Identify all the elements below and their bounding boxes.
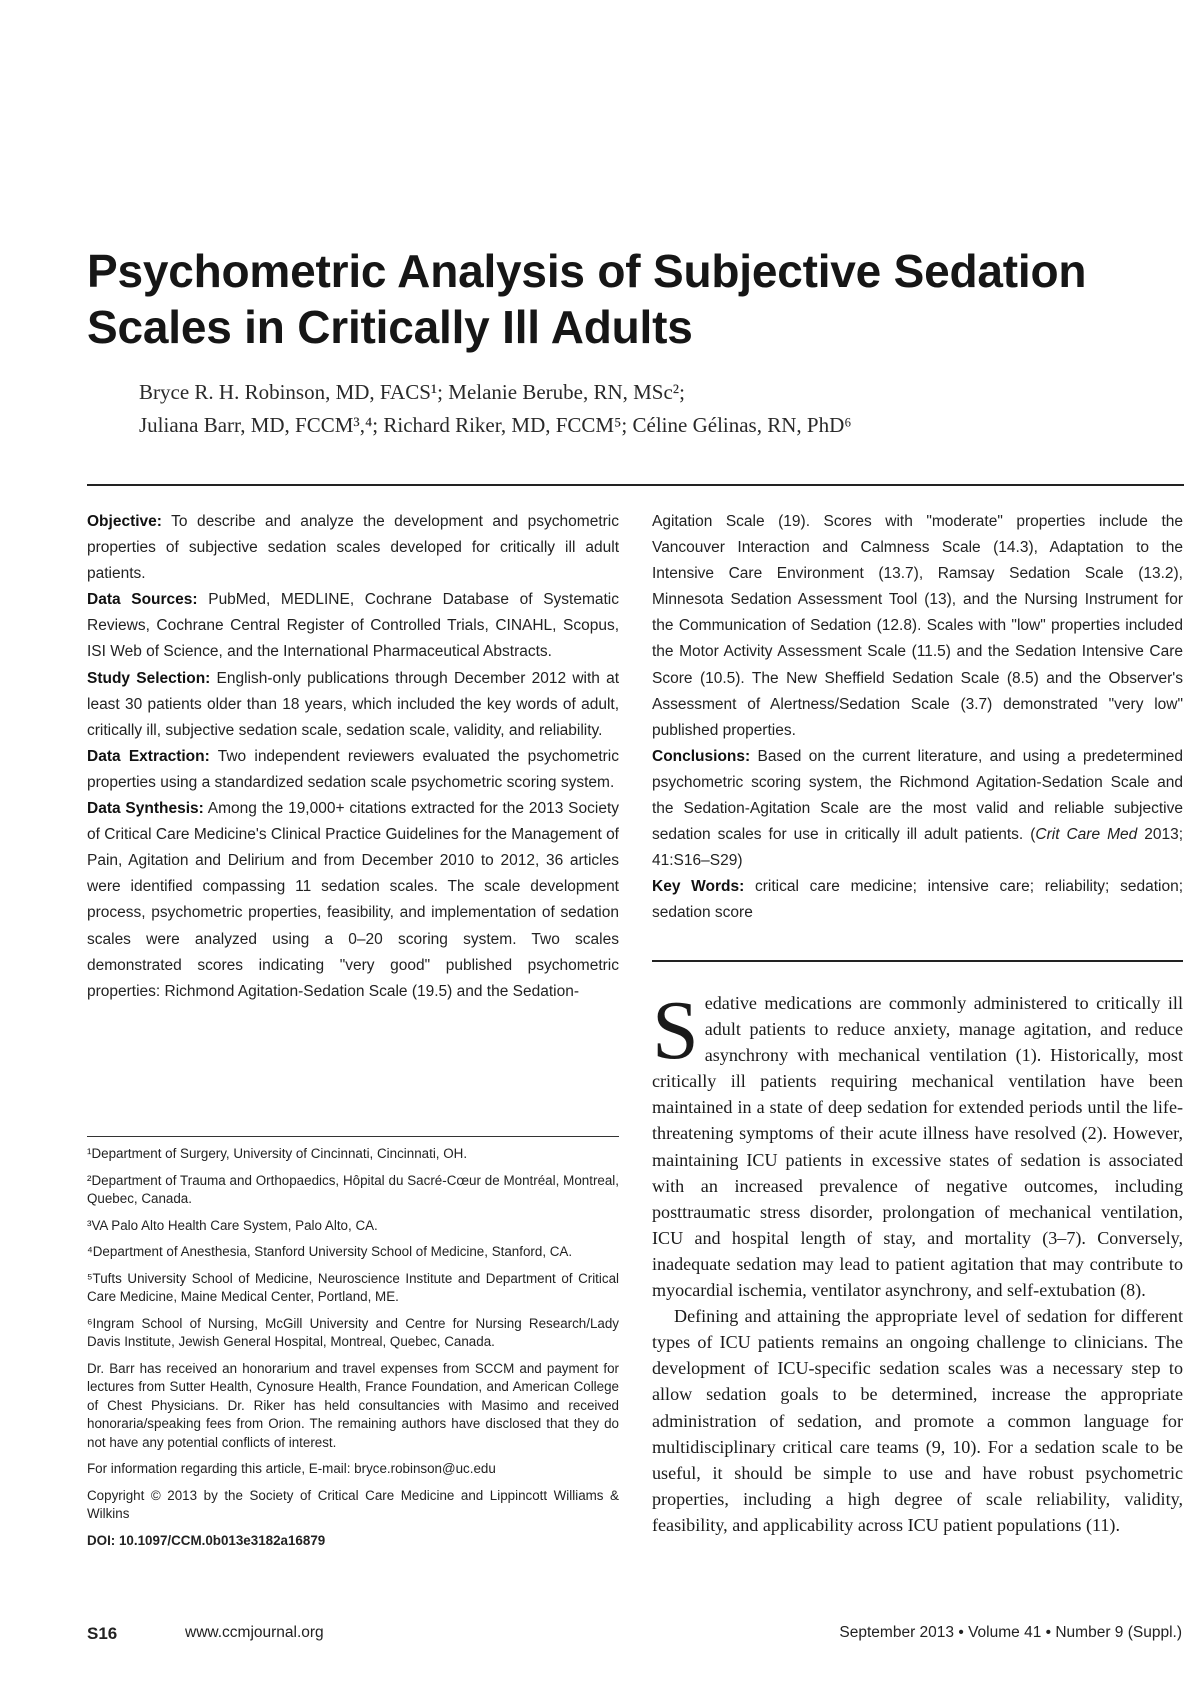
contact-note: For information regarding this article, E-mail: bryce.robinson@uc.edu	[87, 1461, 496, 1476]
data-synthesis-text: Among the 19,000+ citations extracted for the 2013 Society of Critical Care Medicine's Clinical Practice Guidelines for the Management of Pain, Agitation and Delirium and from December 2010 to 2012, 36 articles were identified compassing 11 sedation scales. The scale development process, psychometric properties, feasibility, and implementation of sedation scales were analyzed using a 0–20 scoring system. Two scales demonstrated scores indicating "very good" published psychometric properties: Richmond Agitation-Sedation Scale (19.5) and the Sedation-	[87, 800, 619, 1000]
citation-text: 2013; 41:S16–S29)	[652, 826, 1184, 870]
doi: DOI: 10.1097/CCM.0b013e3182a16879	[87, 1532, 326, 1548]
abstract-right-column	[652, 509, 1183, 927]
footnote-rule	[87, 1136, 619, 1137]
objective-label: Objective:	[87, 513, 162, 530]
footnotes	[87, 1145, 619, 1558]
data-synthesis-label: Data Synthesis:	[87, 800, 204, 818]
conclusions-label: Conclusions:	[652, 747, 751, 765]
abstract-objective	[87, 509, 619, 587]
journal-name: Crit Care Med	[1035, 826, 1138, 844]
key-words-text: critical care medicine; intensive care; reliability; sedation; sedation score	[652, 878, 1184, 922]
authors-line-2: Juliana Barr, MD, FCCM³,⁴; Richard Riker, MD, FCCM⁵; Céline Gélinas, RN, PhD⁶	[139, 413, 852, 437]
affiliation-6: ⁶Ingram School of Nursing, McGill University and Centre for Nursing Research/Lady Davis Institute, Jewish General Hospital, Montreal, Quebec, Canada.	[87, 1315, 619, 1349]
article-title	[87, 243, 1147, 355]
issue-info: September 2013 • Volume 41 • Number 9 (Suppl.)	[839, 1624, 1182, 1641]
body-paragraph-1-text: edative medications are commonly administered to critically ill adult patients to reduce anxiety, manage agitation, and reduce asynchrony with mechanical ventilation (1). Historically, most critically ill patients requiring mechanical ventilation have been maintained in a state of deep sedation for extended periods until the life-threatening symptoms of their acute illness have resolved (2). However, maintaining ICU patients in excessive states of sedation is associated with an increased prevalence of negative outcomes, including posttraumatic stress disorder, prolongation of mechanical ventilation, ICU and hospital length of stay, and mortality (3–7). Conversely, inadequate sedation may lead to patient agitation that may contribute to myocardial ischemia, ventilator asynchrony, and self-extubation (8).	[652, 993, 1183, 1301]
study-selection-label: Study Selection:	[87, 669, 211, 687]
data-extraction-text: Two independent reviewers evaluated the psychometric properties using a standardized sedation scale psychometric scoring system.	[87, 747, 619, 791]
abstract-end-rule	[652, 960, 1183, 962]
copyright-note: Copyright © 2013 by the Society of Critical Care Medicine and Lippincott Williams & Wilkins	[87, 1487, 619, 1521]
author-list	[139, 376, 1139, 442]
title-line-1: Psychometric Analysis of Subjective Sedation	[87, 245, 1087, 297]
header-rule	[87, 484, 1184, 486]
affiliation-4: ⁴Department of Anesthesia, Stanford University School of Medicine, Stanford, CA.	[87, 1244, 573, 1259]
objective-text: To describe and analyze the development and psychometric properties of subjective sedation scales developed for critically ill adult patients.	[87, 513, 619, 583]
abstract-key-words	[652, 874, 1183, 926]
data-sources-text: PubMed, MEDLINE, Cochrane Database of Systematic Reviews, Cochrane Central Register of Controlled Trials, CINAHL, Scopus, ISI Web of Science, and the International Pharmaceutical Abstracts.	[87, 591, 619, 661]
abstract-data-synthesis	[87, 796, 619, 1005]
data-sources-label: Data Sources:	[87, 591, 198, 609]
abstract-data-sources	[87, 587, 619, 665]
title-line-2: Scales in Critically Ill Adults	[87, 301, 693, 353]
page-number: S16	[87, 1624, 118, 1643]
key-words-label: Key Words:	[652, 878, 745, 896]
abstract-left-column	[87, 509, 619, 1005]
study-selection-text: English-only publications through December 2012 with at least 30 patients older than 18 years, which included the key words of adult, critically ill, subjective sedation scale, sedation scale, validity, and reliability.	[87, 669, 619, 739]
abstract-data-extraction	[87, 744, 619, 796]
abstract-data-synthesis-continued: Agitation Scale (19). Scores with "moderate" properties include the Vancouver Interaction and Calmness Scale (14.3), Adaptation to the Intensive Care Environment (13.7), Ramsay Sedation Scale (13.2), Minnesota Sedation Assessment Tool (13), and the Nursing Instrument for the Communication of Sedation (12.8). Scales with "low" properties included the Motor Activity Assessment Scale (11.5) and the Sedation Intensive Care Score (10.5). The New Sheffield Sedation Scale (8.5) and the Observer's Assessment of Alertness/Sedation Scale (3.7) demonstrated "very low" published properties.	[652, 513, 1183, 739]
affiliation-3: ³VA Palo Alto Health Care System, Palo Alto, CA.	[87, 1217, 378, 1233]
body-paragraph-2: Defining and attaining the appropriate level of sedation for different types of ICU patients remains an ongoing challenge to clinicians. The development of ICU-specific sedation scales was a necessary step to allow sedation goals to be determined, increase the appropriate administration of sedation, and promote a common language for multidisciplinary critical care teams (9, 10). For a sedation scale to be useful, it should be simple to use and have robust psychometric properties, including a high degree of scale reliability, validity, feasibility, and applicability across ICU patient populations (11).	[652, 1306, 1183, 1535]
authors-line-1: Bryce R. H. Robinson, MD, FACS¹; Melanie Berube, RN, MSc²;	[139, 380, 685, 404]
journal-url: www.ccmjournal.org	[185, 1624, 324, 1641]
body-text	[652, 984, 1183, 1538]
affiliation-2: ²Department of Trauma and Orthopaedics, Hôpital du Sacré-Cœur de Montréal, Montreal, Quebec, Canada.	[87, 1172, 619, 1206]
drop-cap: S	[652, 984, 699, 1077]
conclusions-text: Based on the current literature, and using a predetermined psychometric scoring system, the Richmond Agitation-Sedation Scale and the Sedation-Agitation Scale are the most valid and reliable subjective sedation scales for use in critically ill adult patients. (	[652, 747, 1183, 844]
affiliation-5: ⁵Tufts University School of Medicine, Neuroscience Institute and Department of Critical Care Medicine, Maine Medical Center, Portland, ME.	[87, 1270, 619, 1304]
abstract-conclusions	[652, 744, 1183, 874]
data-extraction-label: Data Extraction:	[87, 747, 210, 765]
disclosure-note: Dr. Barr has received an honorarium and travel expenses from SCCM and payment for lectures from Sutter Health, Cynosure Health, France Foundation, and American College of Chest Physicians. Dr. Riker has held consultancies with Masimo and received honoraria/speaking fees from Orion. The remaining authors have disclosed that they do not have any potential conflicts of interest.	[87, 1360, 619, 1450]
body-paragraph-1	[652, 984, 1183, 1303]
abstract-study-selection	[87, 666, 619, 744]
affiliation-1: ¹Department of Surgery, University of Cincinnati, Cincinnati, OH.	[87, 1146, 468, 1161]
